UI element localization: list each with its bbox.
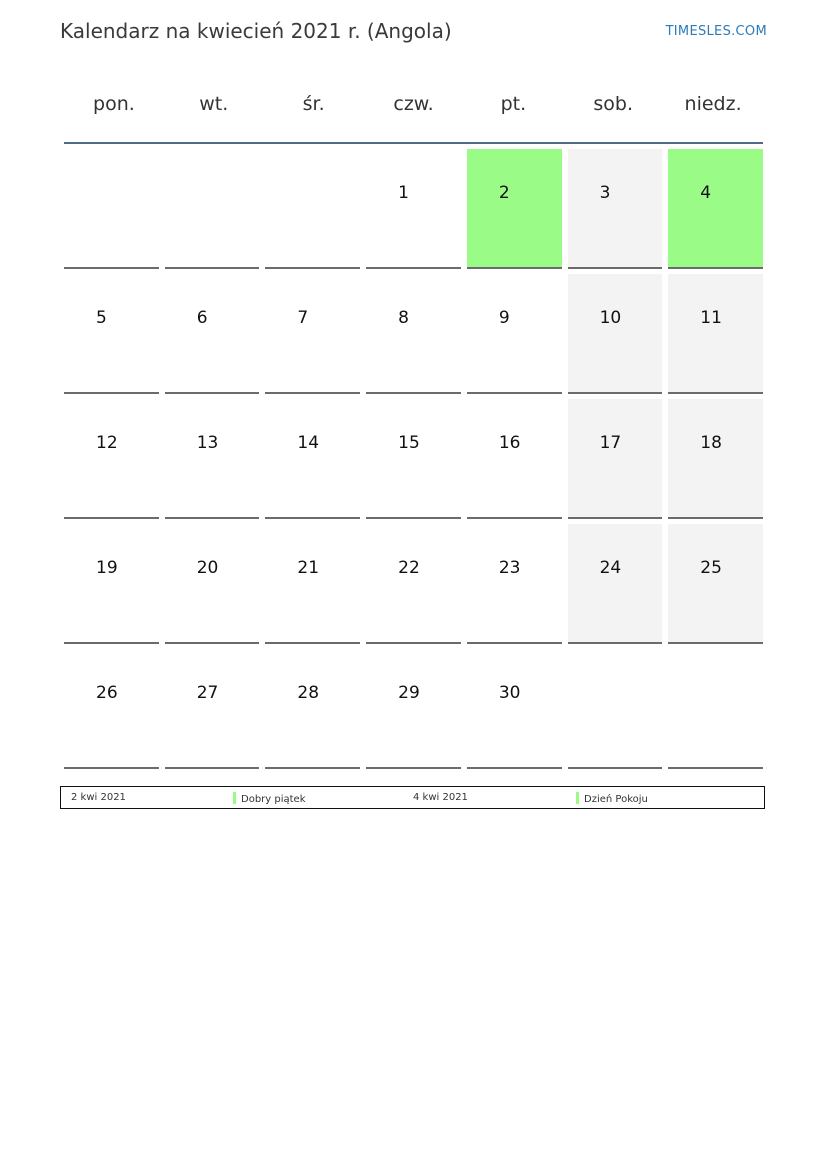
day-cell[interactable] — [568, 524, 663, 644]
day-number: 18 — [700, 433, 722, 453]
legend-name-2: Dzień Pokoju — [584, 794, 648, 805]
empty-day-cell — [165, 149, 260, 269]
empty-day-cell — [64, 149, 159, 269]
weekday-wed: śr. — [302, 93, 325, 115]
brand-link[interactable]: TIMESLES.COM — [665, 24, 767, 39]
day-number: 15 — [398, 433, 420, 453]
day-cell[interactable] — [668, 274, 763, 394]
legend-item-1 — [233, 792, 306, 805]
day-number: 21 — [297, 558, 320, 578]
weekday-mon: pon. — [93, 93, 135, 115]
empty-day-cell — [568, 649, 663, 769]
day-number: 11 — [700, 308, 722, 328]
day-cell[interactable] — [165, 274, 260, 394]
day-number: 30 — [498, 683, 521, 703]
day-number: 7 — [297, 308, 309, 328]
holiday-legend — [60, 786, 765, 809]
legend-date-2: 4 kwi 2021 — [413, 792, 468, 803]
day-number: 23 — [498, 558, 521, 578]
weekday-thu: czw. — [393, 93, 434, 115]
day-number: 12 — [96, 433, 118, 453]
day-cell[interactable] — [467, 149, 562, 269]
day-number: 22 — [398, 558, 420, 578]
weekday-fri: pt. — [500, 93, 527, 115]
day-cell[interactable] — [366, 149, 461, 269]
day-cell[interactable] — [467, 524, 562, 644]
day-number: 19 — [96, 558, 118, 578]
weekday-sat: sob. — [593, 93, 634, 115]
day-number: 2 — [498, 183, 510, 203]
day-cell[interactable] — [64, 649, 159, 769]
day-cell[interactable] — [265, 649, 360, 769]
day-number: 26 — [96, 683, 118, 703]
weekday-header — [64, 86, 763, 122]
empty-day-cell — [265, 149, 360, 269]
legend-name-1: Dobry piątek — [241, 794, 306, 805]
day-cell[interactable] — [467, 649, 562, 769]
day-cell[interactable] — [64, 524, 159, 644]
day-number: 14 — [297, 433, 320, 453]
day-cell[interactable] — [165, 649, 260, 769]
day-number: 28 — [297, 683, 320, 703]
day-number: 8 — [398, 308, 409, 328]
day-number: 10 — [599, 308, 622, 328]
day-number: 24 — [599, 558, 622, 578]
weekday-tue: wt. — [199, 93, 229, 115]
day-cell[interactable] — [568, 149, 663, 269]
day-cell[interactable] — [467, 399, 562, 519]
day-cell[interactable] — [366, 524, 461, 644]
day-number: 25 — [700, 558, 722, 578]
day-number: 17 — [599, 433, 622, 453]
calendar-grid — [64, 149, 763, 769]
day-cell[interactable] — [265, 399, 360, 519]
day-cell[interactable] — [568, 399, 663, 519]
day-cell[interactable] — [467, 274, 562, 394]
day-number: 16 — [498, 433, 521, 453]
day-number: 5 — [96, 308, 107, 328]
day-cell[interactable] — [668, 149, 763, 269]
day-number: 3 — [599, 183, 611, 203]
day-cell[interactable] — [366, 399, 461, 519]
empty-day-cell — [668, 649, 763, 769]
day-number: 27 — [196, 683, 219, 703]
header-divider — [64, 142, 763, 144]
page-title: Kalendarz na kwiecień 2021 r. (Angola) — [60, 19, 452, 43]
day-number: 20 — [196, 558, 219, 578]
day-cell[interactable] — [64, 399, 159, 519]
legend-date-1: 2 kwi 2021 — [71, 792, 126, 803]
weekday-sun: niedz. — [684, 93, 742, 115]
day-cell[interactable] — [165, 399, 260, 519]
day-cell[interactable] — [668, 399, 763, 519]
day-number: 29 — [398, 683, 420, 703]
day-cell[interactable] — [64, 274, 159, 394]
day-cell[interactable] — [568, 274, 663, 394]
day-cell[interactable] — [265, 524, 360, 644]
day-number: 6 — [196, 308, 208, 328]
day-number: 1 — [398, 183, 409, 203]
day-cell[interactable] — [668, 524, 763, 644]
day-cell[interactable] — [165, 524, 260, 644]
day-cell[interactable] — [366, 649, 461, 769]
day-number: 13 — [196, 433, 219, 453]
holiday-color-swatch — [233, 792, 236, 804]
day-number: 4 — [700, 183, 712, 203]
day-cell[interactable] — [265, 274, 360, 394]
day-number: 9 — [498, 308, 510, 328]
holiday-color-swatch — [576, 792, 579, 804]
day-cell[interactable] — [366, 274, 461, 394]
legend-item-2 — [576, 792, 648, 805]
